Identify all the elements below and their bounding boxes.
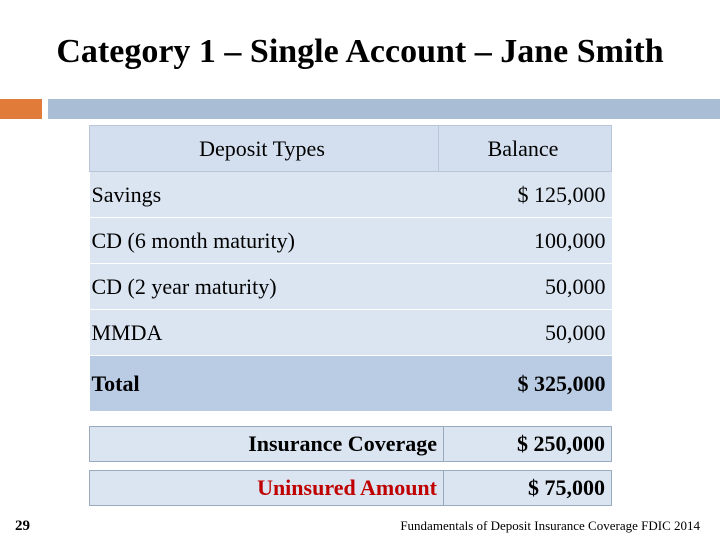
- deposit-type: CD (2 year maturity): [90, 264, 439, 310]
- deposit-table: [89, 125, 612, 411]
- table-row: [90, 172, 612, 218]
- slide-title: Category 1 – Single Account – Jane Smith: [56, 33, 664, 70]
- slide-number: 29: [15, 518, 30, 534]
- header-balance: Balance: [439, 126, 612, 172]
- deposit-type: Savings: [90, 172, 439, 218]
- insurance-coverage-label: Insurance Coverage: [90, 427, 444, 462]
- deposit-type: CD (6 month maturity): [90, 218, 439, 264]
- insurance-coverage-table: [89, 426, 612, 462]
- table-row: [90, 310, 612, 356]
- uninsured-amount-value: $ 75,000: [444, 471, 612, 506]
- total-value: $ 325,000: [439, 356, 612, 412]
- table-row: [90, 218, 612, 264]
- deposit-balance: $ 125,000: [439, 172, 612, 218]
- header-deposit-types: Deposit Types: [90, 126, 439, 172]
- total-label: Total: [90, 356, 439, 412]
- deposit-balance: 50,000: [439, 264, 612, 310]
- uninsured-amount-row: [90, 471, 612, 506]
- uninsured-amount-label: Uninsured Amount: [90, 471, 444, 506]
- accent-bar-orange: [0, 99, 42, 119]
- insurance-coverage-row: [90, 427, 612, 462]
- accent-bar-blue: [48, 99, 720, 119]
- footer-source: Fundamentals of Deposit Insurance Coverage FDIC 2014: [400, 518, 700, 533]
- uninsured-amount-table: [89, 470, 612, 506]
- insurance-coverage-value: $ 250,000: [444, 427, 612, 462]
- deposit-balance: 100,000: [439, 218, 612, 264]
- total-row: [90, 356, 612, 412]
- deposit-balance: 50,000: [439, 310, 612, 356]
- table-header-row: [90, 126, 612, 172]
- deposit-type: MMDA: [90, 310, 439, 356]
- table-row: [90, 264, 612, 310]
